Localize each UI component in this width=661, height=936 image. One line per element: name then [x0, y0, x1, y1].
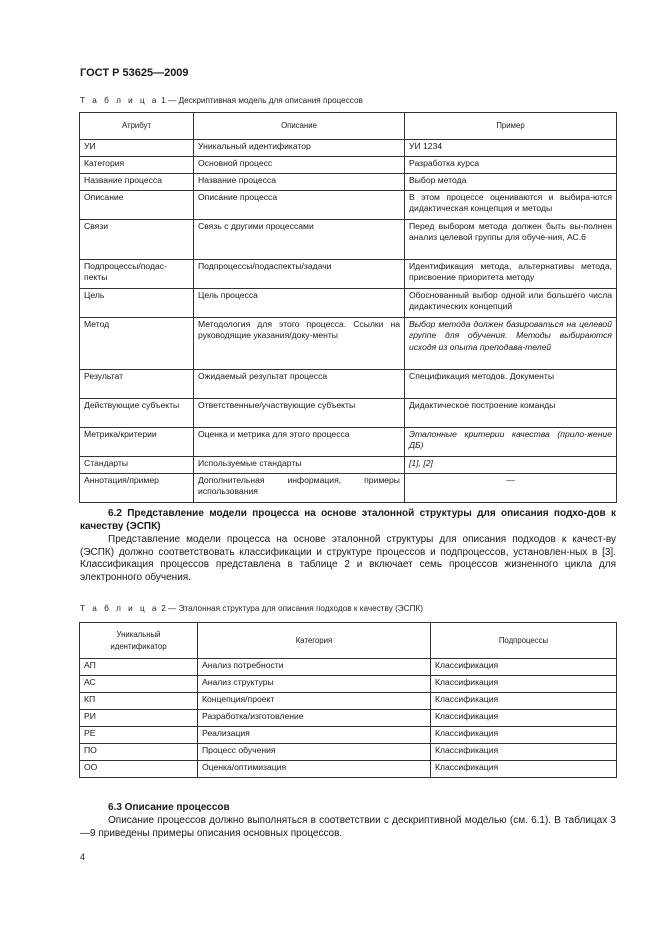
table-cell: Связи — [80, 220, 194, 260]
table2-caption — [80, 604, 423, 613]
column-header: Категория — [198, 623, 431, 659]
table-cell: Анализ потребности — [198, 659, 431, 676]
section-6-3-body: Описание процессов должно выполняться в соответствии с дескриптивной моделью (см. 6.1). В таблицах 3—9 приведены примеры описания основных процессов. — [80, 815, 616, 839]
table-row — [80, 457, 617, 474]
table-cell: Аннотация/пример — [80, 474, 194, 503]
table2-caption-text: 2 — Эталонная структура для описания подходов к качеству (ЭСПК) — [161, 604, 423, 613]
table-row — [80, 289, 617, 318]
table-cell: [1], [2] — [405, 457, 617, 474]
table-row — [80, 399, 617, 428]
table-descriptive-model — [79, 112, 617, 503]
table-cell: Эталонные критерии качества (прило-жение ДБ) — [405, 428, 617, 457]
table-row — [80, 370, 617, 399]
table-cell: Метод — [80, 318, 194, 370]
table-row — [80, 428, 617, 457]
table-cell: ОО — [80, 761, 198, 778]
table-cell: Классификация — [431, 676, 617, 693]
table-cell: Дидактическое построение команды — [405, 399, 617, 428]
table-cell: Классификация — [431, 693, 617, 710]
table-cell: Результат — [80, 370, 194, 399]
table-cell: Идентификация метода, альтернативы метода, присвоение приоритета методу — [405, 260, 617, 289]
table-cell: Ответственные/участвующие субъекты — [194, 399, 405, 428]
section-6-2-heading: 6.2 Представление модели процесса на основе эталонной структуры для описания подхо-дов к качеству (ЭСПК) — [80, 508, 616, 532]
table-cell: В этом процессе оцениваются и выбира-ются дидактическая концепция и методы — [405, 191, 617, 220]
table-row — [80, 191, 617, 220]
table-reference-structure — [79, 622, 617, 778]
table1-caption — [80, 96, 363, 105]
table-row — [80, 157, 617, 174]
table-cell: ПО — [80, 744, 198, 761]
table-cell: Концепция/проект — [198, 693, 431, 710]
table-cell: Ожидаемый результат процесса — [194, 370, 405, 399]
table-cell: Описание — [80, 191, 194, 220]
column-header: Подпроцессы — [431, 623, 617, 659]
table-cell: Обоснованный выбор одной или большего числа дидактических концепций — [405, 289, 617, 318]
table-cell: АС — [80, 676, 198, 693]
table-cell: РИ — [80, 710, 198, 727]
table-cell: Связь с другими процессами — [194, 220, 405, 260]
table-row — [80, 710, 617, 727]
table-cell: КП — [80, 693, 198, 710]
table-cell: Метрика/критерии — [80, 428, 194, 457]
table-row — [80, 474, 617, 503]
table-cell: Разработка курса — [405, 157, 617, 174]
document-header: ГОСТ Р 53625—2009 — [80, 67, 189, 79]
table1-caption-text: 1 — Дескриптивная модель для описания процессов — [161, 96, 363, 105]
table-cell: Используемые стандарты — [194, 457, 405, 474]
table-cell: Анализ структуры — [198, 676, 431, 693]
table-cell: РЕ — [80, 727, 198, 744]
table-cell: Название процесса — [80, 174, 194, 191]
table-cell: Дополнительная информация, примеры использования — [194, 474, 405, 503]
table-cell: Подпроцессы/подас-пекты — [80, 260, 194, 289]
table-cell: Цель — [80, 289, 194, 318]
table-cell: — — [405, 474, 617, 503]
table-cell: Реализация — [198, 727, 431, 744]
table-cell: Классификация — [431, 761, 617, 778]
table-cell: Цель процесса — [194, 289, 405, 318]
table-cell: Классификация — [431, 710, 617, 727]
page-number: 4 — [80, 852, 86, 862]
table-row — [80, 220, 617, 260]
table-cell: Стандарты — [80, 457, 194, 474]
table-cell: УИ — [80, 140, 194, 157]
table-header-row — [80, 113, 617, 140]
column-header: Атрибут — [80, 113, 194, 140]
table-cell: Выбор метода — [405, 174, 617, 191]
table-cell: Спецификация методов. Документы — [405, 370, 617, 399]
table-cell: УИ 1234 — [405, 140, 617, 157]
section-6-2-body: Представление модели процесса на основе эталонной структуры для описания подходов к качест-ву (ЭСПК) должно соответствовать классификации и структуре процессов и подпроцессов, установлен-ных в [3]. Классификация процессов представлена в таблице 2 и включает семь процессов жизненного цикла для электронного обучения. — [80, 534, 616, 583]
table1-caption-label: Т а б л и ц а — [80, 96, 159, 105]
table-header-row — [80, 623, 617, 659]
table-row — [80, 318, 617, 370]
table-cell: Описание процесса — [194, 191, 405, 220]
table-cell: Классификация — [431, 744, 617, 761]
table-row — [80, 693, 617, 710]
table-row — [80, 659, 617, 676]
table2-caption-label: Т а б л и ц а — [80, 604, 159, 613]
table-row — [80, 727, 617, 744]
table-cell: АП — [80, 659, 198, 676]
table-row — [80, 676, 617, 693]
section-6-3-heading: 6.3 Описание процессов — [108, 802, 230, 813]
table-row — [80, 140, 617, 157]
table-cell: Уникальный идентификатор — [194, 140, 405, 157]
table-cell: Оценка и метрика для этого процесса — [194, 428, 405, 457]
column-header: Пример — [405, 113, 617, 140]
table-cell: Основной процесс — [194, 157, 405, 174]
column-header: Уникальный идентификатор — [80, 623, 198, 659]
column-header: Описание — [194, 113, 405, 140]
table-cell: Оценка/оптимизация — [198, 761, 431, 778]
table-cell: Подпроцессы/подаспекты/задачи — [194, 260, 405, 289]
table-cell: Классификация — [431, 659, 617, 676]
table-cell: Классификация — [431, 727, 617, 744]
table-cell: Действующие субъекты — [80, 399, 194, 428]
table-cell: Перед выбором метода должен быть вы-полнен анализ целевой группы для обуче-ния, АС.6 — [405, 220, 617, 260]
table-cell: Разработка/изготовление — [198, 710, 431, 727]
table-cell: Процесс обучения — [198, 744, 431, 761]
table-cell: Методология для этого процесса. Ссылки на руководящие указания/доку-менты — [194, 318, 405, 370]
table-row — [80, 174, 617, 191]
table-cell: Категория — [80, 157, 194, 174]
table-row — [80, 260, 617, 289]
table-row — [80, 744, 617, 761]
table-row — [80, 761, 617, 778]
table-cell: Название процесса — [194, 174, 405, 191]
table-cell: Выбор метода должен базироваться на целевой группе для обучения. Методы выбираются исходя из опыта преподава-телей — [405, 318, 617, 370]
